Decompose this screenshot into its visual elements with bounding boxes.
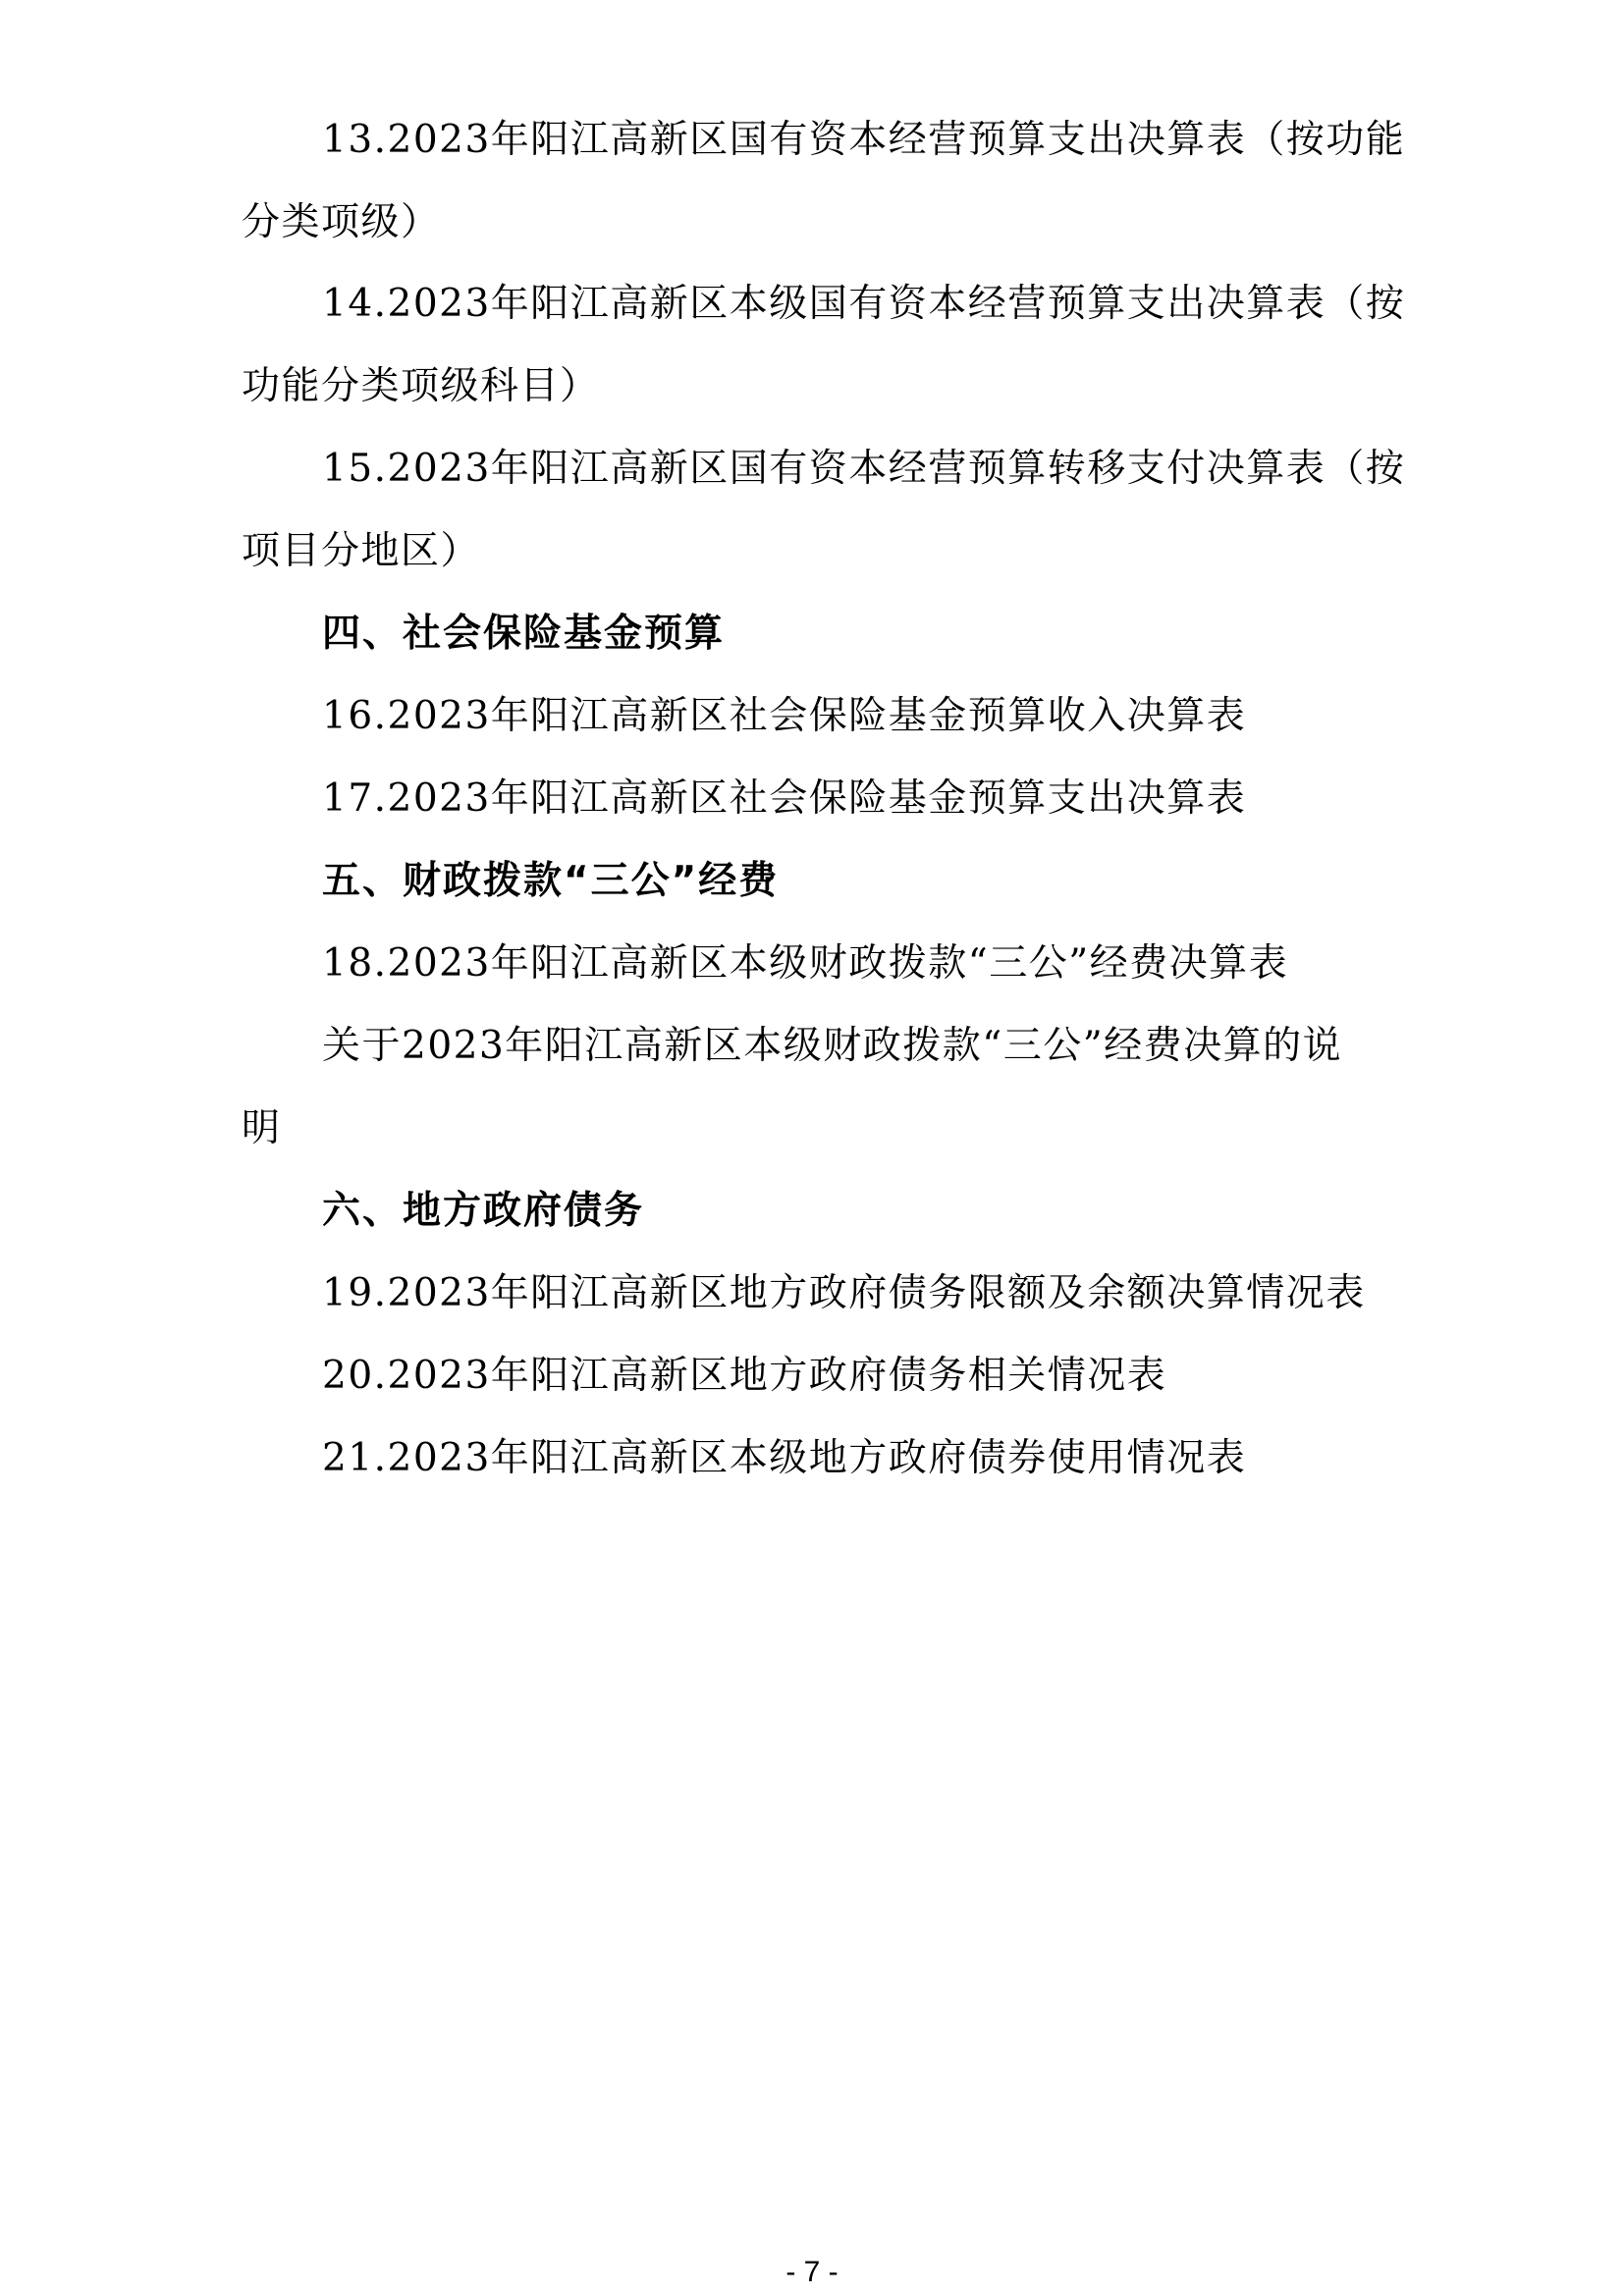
section-heading-local-debt: 六、地方政府债务 (322, 1189, 645, 1233)
explanation-line2: 明 (242, 1106, 282, 1150)
section-heading-three-public: 五、财政拨款“三公”经费 (322, 859, 780, 903)
entry-19: 19.2023年阳江高新区地方政府债务限额及余额决算情况表 (322, 1271, 1366, 1315)
entry-17: 17.2023年阳江高新区社会保险基金预算支出决算表 (322, 776, 1247, 821)
entry-21: 21.2023年阳江高新区本级地方政府债券使用情况表 (322, 1436, 1247, 1480)
entry-16: 16.2023年阳江高新区社会保险基金预算收入决算表 (322, 694, 1247, 738)
section-heading-social-insurance: 四、社会保险基金预算 (322, 612, 726, 656)
entry-14-line1: 14.2023年阳江高新区本级国有资本经营预算支出决算表（按 (322, 282, 1406, 326)
page-number: - 7 - (785, 2256, 839, 2288)
entry-15-line2: 项目分地区） (242, 529, 481, 573)
entry-15-line1: 15.2023年阳江高新区国有资本经营预算转移支付决算表（按 (322, 447, 1406, 491)
entry-18: 18.2023年阳江高新区本级财政拨款“三公”经费决算表 (322, 941, 1289, 986)
explanation-line1: 关于2023年阳江高新区本级财政拨款“三公”经费决算的说 (322, 1024, 1343, 1068)
entry-13-line2: 分类项级） (242, 200, 441, 244)
entry-14-line2: 功能分类项级科目） (242, 364, 600, 408)
entry-13-line1: 13.2023年阳江高新区国有资本经营预算支出决算表（按功能 (322, 118, 1406, 162)
entry-20: 20.2023年阳江高新区地方政府债务相关情况表 (322, 1354, 1167, 1398)
